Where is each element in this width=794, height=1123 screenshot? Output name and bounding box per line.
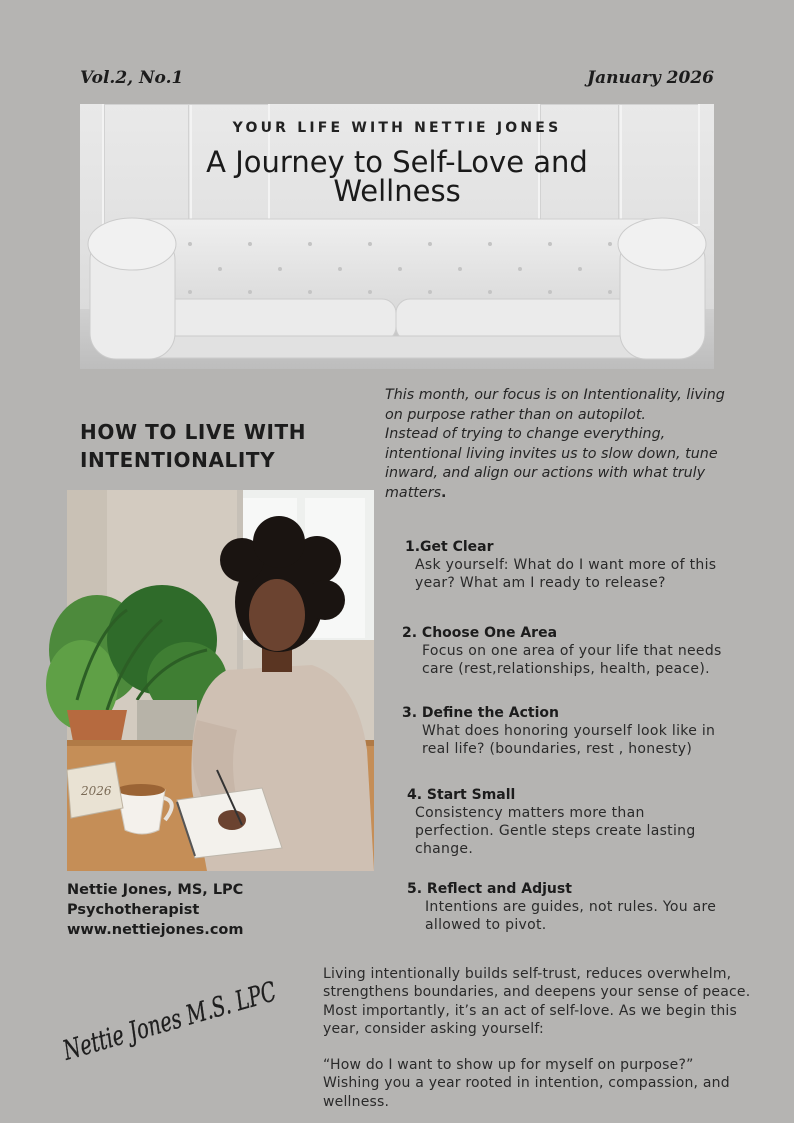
step-line: Focus on one area of your life that needs — [422, 643, 722, 659]
closing-line: Living intentionally builds self-trust, reduces overwhelm, — [323, 966, 732, 982]
step-line: allowed to pivot. — [425, 917, 547, 933]
closing-line: wellness. — [323, 1093, 390, 1110]
step-item — [407, 786, 696, 858]
headline-line: Wellness — [333, 174, 461, 208]
step-title: 4. Start Small — [407, 787, 516, 803]
closing-line: “How do I want to show up for myself on purpose?” — [323, 1057, 694, 1074]
closing-paragraph — [323, 965, 773, 1111]
step-title: 1.Get Clear — [405, 539, 494, 555]
sofa-image — [80, 104, 714, 369]
intro-line: This month, our focus is on Intentionality, living — [385, 387, 725, 403]
intro-line — [385, 484, 775, 504]
author-name: Nettie Jones, MS, LPC — [67, 882, 244, 898]
volume-number: Vol.2, No.1 — [80, 68, 184, 88]
section-title — [80, 418, 306, 474]
handwritten-signature — [48, 952, 362, 1067]
step-item — [407, 880, 716, 934]
issue-date: January 2026 — [587, 68, 714, 88]
intro-line: on purpose rather than on autopilot. — [385, 406, 646, 423]
closing-line: Most importantly, it’s an act of self-love. As we begin this — [323, 1002, 738, 1019]
intro-line: Instead of trying to change everything, — [385, 426, 666, 442]
step-line: perfection. Gentle steps create lasting — [415, 823, 696, 839]
photo-illustration — [67, 490, 374, 871]
closing-line: strengthens boundaries, and deepens your sense of peace. — [323, 984, 751, 1001]
paragraph-gap — [323, 1038, 773, 1056]
closing-line: year, consider asking yourself: — [323, 1020, 544, 1037]
step-line: What does honoring yourself look like in — [422, 723, 716, 739]
author-role: Psychotherapist — [67, 902, 200, 918]
step-item — [402, 704, 715, 758]
intro-line: inward, and align our actions with what truly — [385, 465, 706, 481]
step-line: care (rest,relationships, health, peace). — [422, 661, 710, 677]
woman-journaling-photo — [67, 490, 374, 871]
author-website: www.nettiejones.com — [67, 922, 244, 938]
intro-last-word: matters — [385, 484, 442, 501]
step-line: Ask yourself: What do I want more of this — [415, 557, 717, 573]
step-title: 3. Define the Action — [402, 705, 560, 721]
step-line: year? What am I ready to release? — [415, 575, 666, 591]
section-title-line: HOW TO LIVE WITH — [80, 420, 307, 444]
step-item — [405, 538, 716, 592]
notebook-label: 2026 — [81, 784, 112, 798]
section-title-line: INTENTIONALITY — [80, 448, 276, 472]
step-line: real life? (boundaries, rest , honesty) — [422, 741, 693, 757]
intro-line: intentional living invites us to slow down, tune — [385, 445, 718, 462]
newsletter-kicker: YOUR LIFE WITH NETTIE JONES — [232, 120, 562, 136]
step-item — [402, 624, 722, 678]
newsletter-headline — [80, 145, 714, 208]
signature-text: Nettie Jones M.S. LPC — [59, 952, 362, 1067]
step-line: Consistency matters more than — [415, 805, 645, 821]
step-line: change. — [415, 841, 474, 857]
headline-line: A Journey to Self-Love and — [206, 145, 588, 179]
step-title: 5. Reflect and Adjust — [407, 881, 572, 897]
intro-paragraph — [385, 386, 775, 503]
closing-line: Wishing you a year rooted in intention, compassion, and — [323, 1075, 730, 1092]
author-credit — [67, 880, 244, 940]
intro-punct: . — [441, 484, 447, 501]
hero-banner — [80, 104, 714, 369]
step-line: Intentions are guides, not rules. You are — [425, 899, 717, 915]
step-title: 2. Choose One Area — [402, 625, 558, 641]
